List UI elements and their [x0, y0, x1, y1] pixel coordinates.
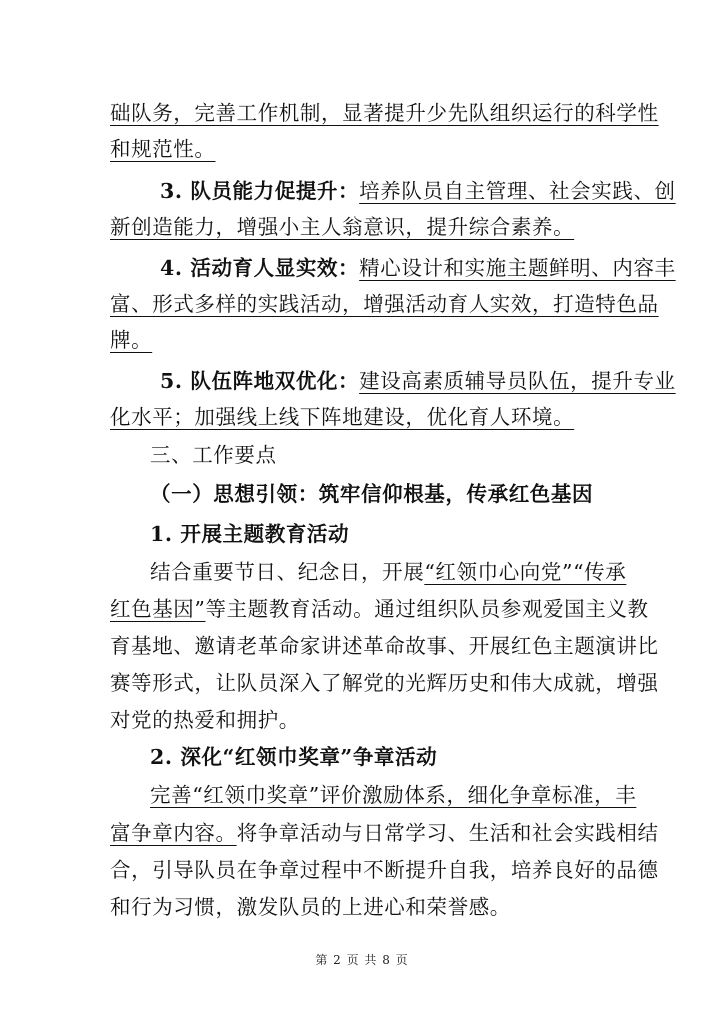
line-2	[110, 134, 616, 164]
text-segment: 5. 队伍阵地双优化：	[160, 369, 360, 393]
para-2-line-3	[110, 855, 659, 885]
text-segment: 精心设计和实施主题鲜明、内容丰	[359, 256, 676, 280]
text-segment: 对党的热爱和拥护。	[110, 708, 300, 732]
text-segment: 红色基因”	[110, 597, 206, 621]
para-1-line-3	[110, 631, 659, 661]
page-footer: 第 2 页 共 8 页	[315, 953, 409, 967]
text-segment: 2. 深化“红领巾奖章”争章活动	[150, 745, 438, 769]
text-segment: 3. 队员能力促提升：	[160, 179, 360, 203]
text-segment: 化水平；加强线上线下阵地建设，优化育人环境。	[110, 405, 575, 429]
text-segment: 三、工作要点	[150, 443, 277, 467]
text-segment: 合，引导队员在争章过程中不断提升自我，培养良好的品德	[110, 858, 659, 882]
subsection-heading-1	[150, 479, 616, 509]
text-segment: 培养队员自主管理、社会实践、创	[359, 179, 676, 203]
goal-4	[160, 253, 676, 283]
goal-3	[160, 176, 676, 206]
text-segment: “红领巾心向党”“传承	[424, 560, 627, 584]
text-segment: 牌。	[110, 328, 153, 352]
line-6	[110, 289, 659, 319]
para-1-line-5	[110, 705, 616, 735]
text-segment: 建设高素质辅导员队伍，提升专业	[359, 369, 676, 393]
goal-5	[160, 366, 676, 396]
text-segment: 结合重要节日、纪念日，开展	[150, 560, 425, 584]
line-7	[110, 325, 616, 355]
text-segment: 将争章活动与日常学习、生活和社会实践相结	[236, 821, 659, 845]
text-segment: 4. 活动育人显实效：	[160, 256, 360, 280]
para-2-line-4	[110, 892, 616, 922]
text-segment: 赛等形式，让队员深入了解党的光辉历史和伟大成就，增强	[110, 671, 659, 695]
text-segment: 富、形式多样的实践活动，增强活动育人实效，打造特色品	[110, 292, 659, 316]
para-2-line-1	[150, 780, 637, 810]
text-segment: 1. 开展主题教育活动	[150, 522, 350, 546]
para-1-line-1	[150, 557, 627, 587]
text-segment: 和行为习惯，激发队员的上进心和荣誉感。	[110, 895, 511, 919]
line-1	[110, 98, 659, 128]
text-segment: 完善“红领巾奖章”评价激励体系，细化争章标准，丰	[150, 783, 637, 807]
text-segment: 富争章内容。	[110, 821, 237, 845]
section-heading-3	[150, 440, 616, 470]
text-segment: 础队务，完善工作机制，显著提升少先队组织运行的科学性	[110, 101, 659, 125]
item-heading-2	[150, 742, 616, 772]
text-segment: （一）思想引领：筑牢信仰根基，传承红色基因	[150, 482, 594, 506]
para-2-line-2	[110, 818, 659, 848]
para-1-line-2	[110, 594, 649, 624]
item-heading-1	[150, 519, 616, 549]
para-1-line-4	[110, 668, 659, 698]
line-9	[110, 402, 616, 432]
line-4	[110, 212, 616, 242]
text-segment: 和规范性。	[110, 137, 216, 161]
text-segment: 等主题教育活动。通过组织队员参观爱国主义教	[205, 597, 649, 621]
text-segment: 新创造能力，增强小主人翁意识，提升综合素养。	[110, 215, 575, 239]
text-segment: 育基地、邀请老革命家讲述革命故事、开展红色主题演讲比	[110, 634, 659, 658]
